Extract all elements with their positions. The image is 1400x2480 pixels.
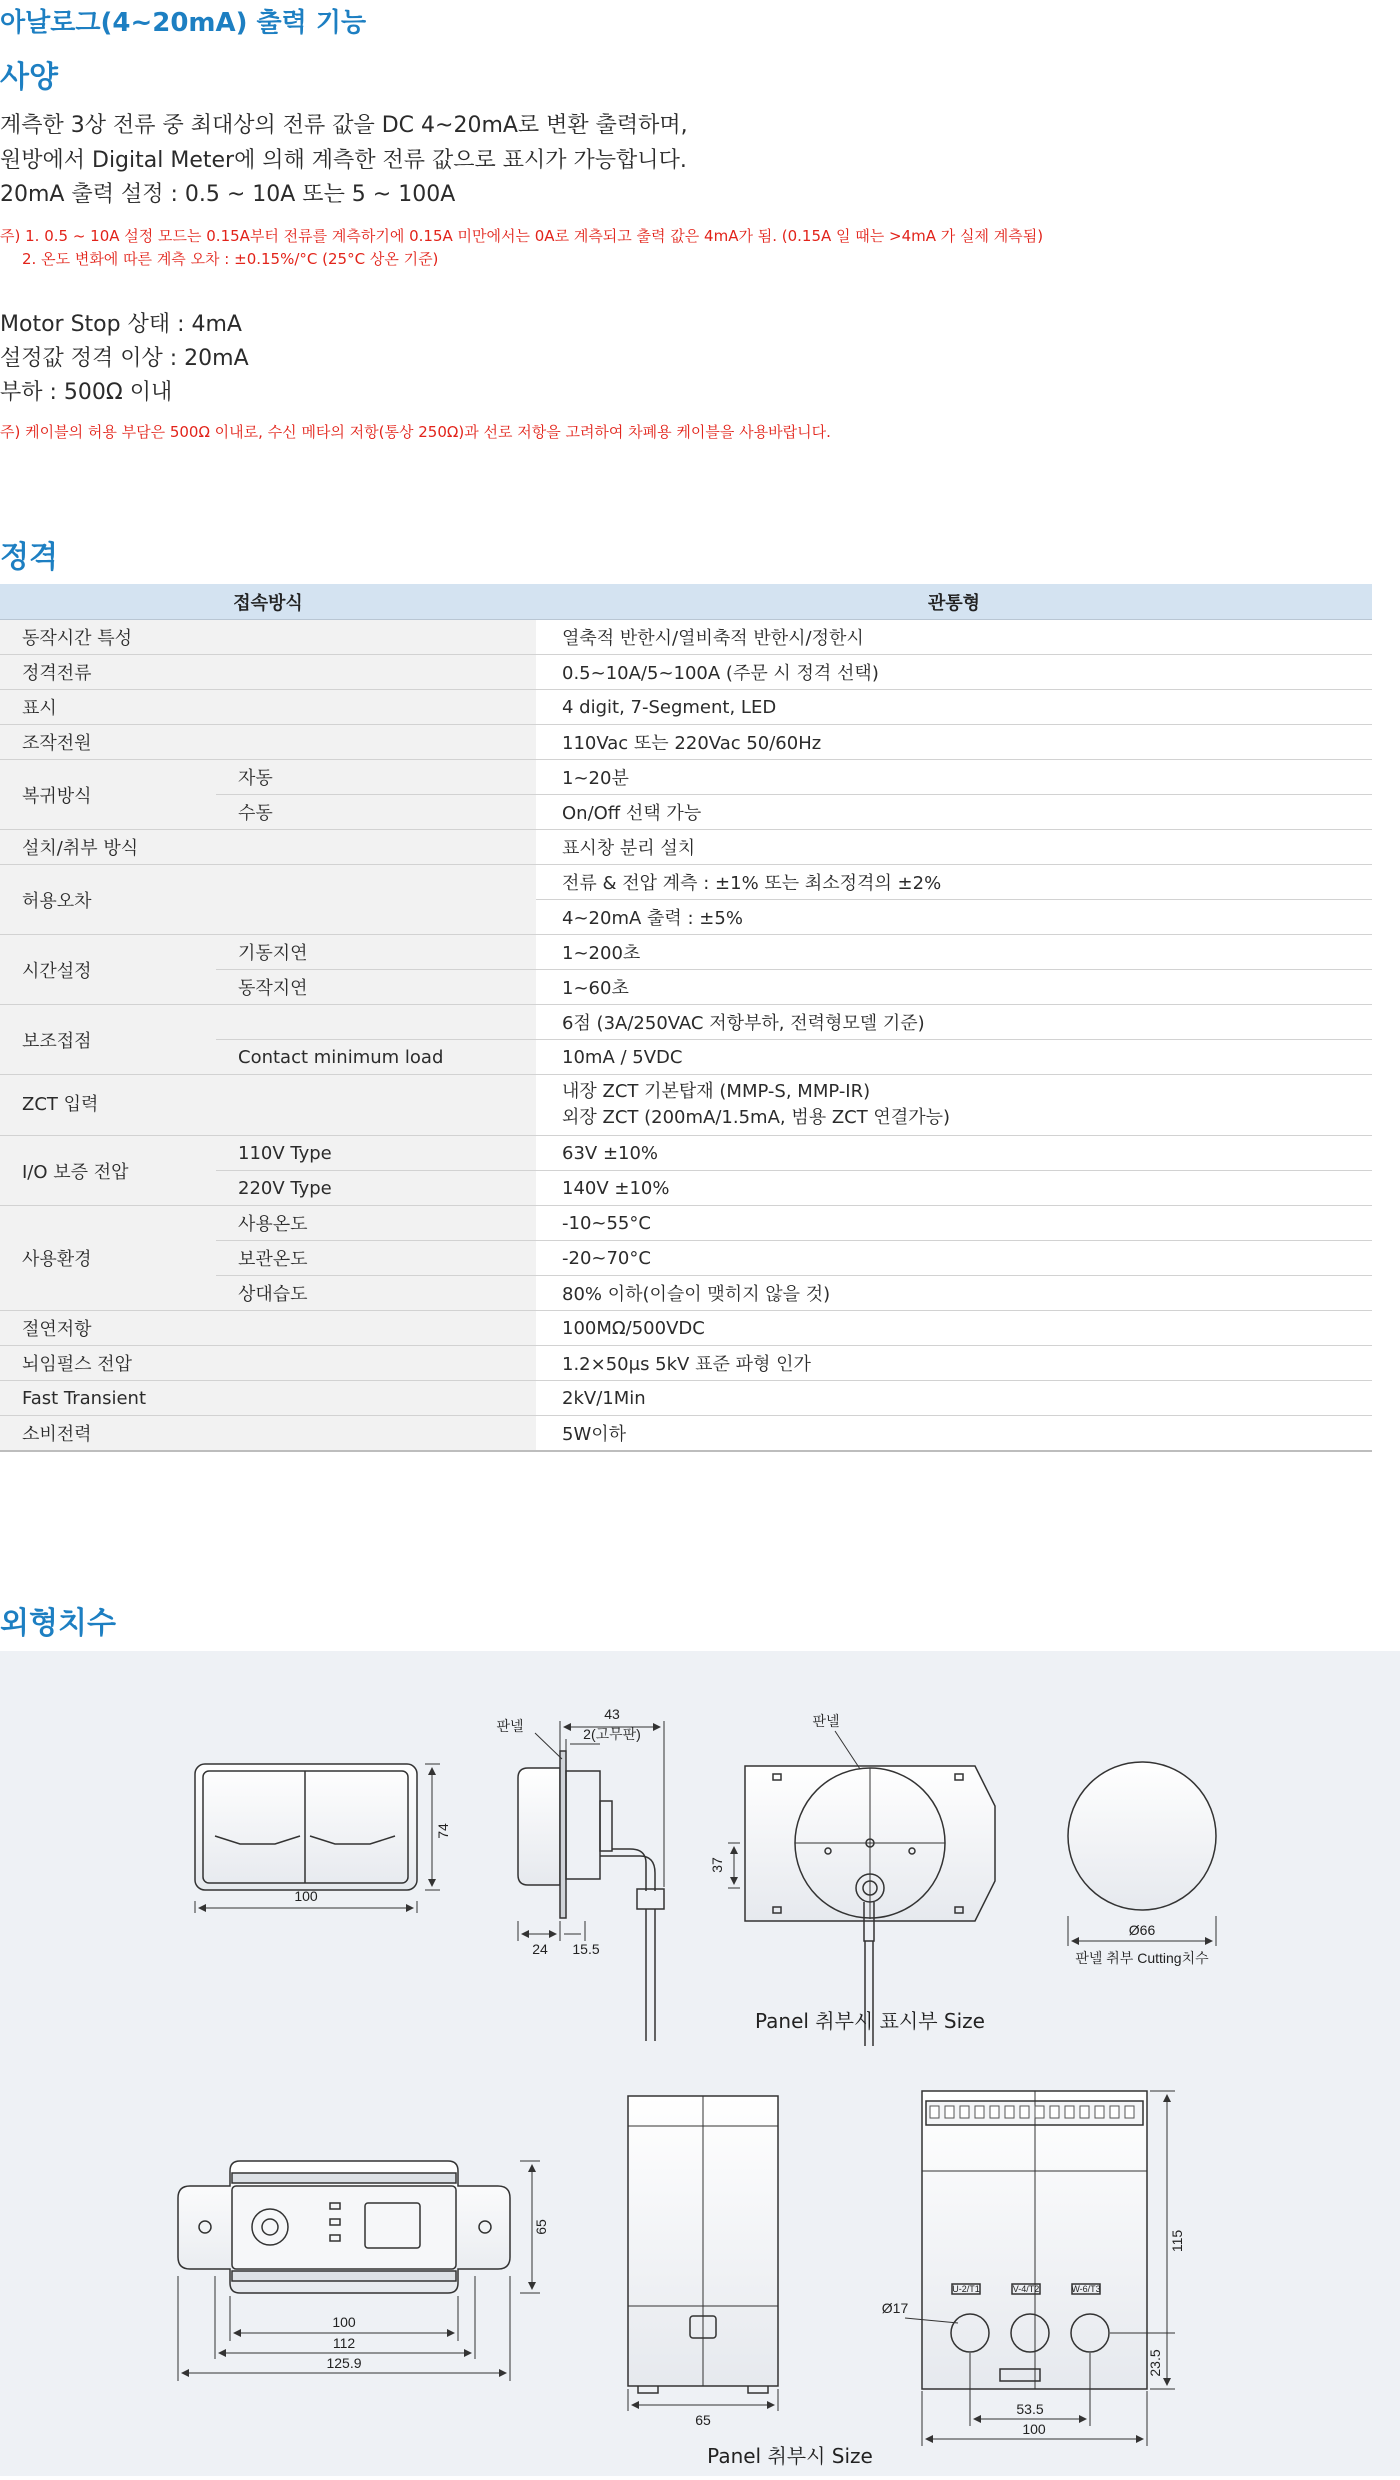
table-row <box>0 725 1372 760</box>
table-row <box>0 690 1372 725</box>
row-value: 110Vac 또는 220Vac 50/60Hz <box>536 725 1372 760</box>
table-row <box>0 1136 1372 1171</box>
row-sublabel: 110V Type <box>216 1136 536 1171</box>
dimension-drawing-area <box>0 1651 1400 2476</box>
panel-label-side: 판넬 <box>496 1718 524 1734</box>
table-row <box>0 620 1372 655</box>
spec-note-3: 주) 케이블의 허용 부담은 500Ω 이내로, 수신 메타의 저항(통상 250Ω)과 선로 저항을 고려하여 차폐용 케이블을 사용바랍니다. <box>0 423 831 441</box>
row-value: 2kV/1Min <box>536 1381 1372 1416</box>
row-value: 1~20분 <box>536 760 1372 795</box>
row-value-line-2: 외장 ZCT (200mA/1.5mA, 범용 ZCT 연결가능) <box>562 1107 951 1128</box>
row-value: 표시창 분리 설치 <box>536 830 1372 865</box>
display-rear-view <box>728 1731 995 2046</box>
dim-15-5: 15.5 <box>572 1941 600 1957</box>
row-value: 0.5~10A/5~100A (주문 시 정격 선택) <box>536 655 1372 690</box>
table-header-row <box>0 584 1372 620</box>
table-header-connection: 접속방식 <box>0 584 536 620</box>
dim-2-rubber: 2(고무판) <box>583 1726 641 1742</box>
row-label: 정격전류 <box>0 655 536 690</box>
row-value: 1~200초 <box>536 935 1372 970</box>
dim-23-5: 23.5 <box>1147 2349 1163 2377</box>
row-label: Fast Transient <box>0 1381 536 1416</box>
main-unit-front-view <box>905 2091 1175 2446</box>
dim-115: 115 <box>1169 2229 1185 2253</box>
spec-line-1: 계측한 3상 전류 중 최대상의 전류 값을 DC 4~20mA로 변환 출력하며, <box>0 113 688 138</box>
row-value: 열축적 반한시/열비축적 반한시/정한시 <box>536 620 1372 655</box>
row-label: 소비전력 <box>0 1416 536 1452</box>
table-row <box>0 1206 1372 1241</box>
spec-line-3: 20mA 출력 설정 : 0.5 ~ 10A 또는 5 ~ 100A <box>0 182 456 207</box>
row-value: On/Off 선택 가능 <box>536 795 1372 830</box>
dim-74: 74 <box>435 1823 451 1839</box>
row-sublabel: 동작지연 <box>216 970 536 1005</box>
dim-53-5: 53.5 <box>1016 2401 1044 2417</box>
spec-heading: 사양 <box>0 60 58 95</box>
row-value-line-1: 내장 ZCT 기본탑재 (MMP-S, MMP-IR) <box>562 1081 871 1102</box>
row-value: 10mA / 5VDC <box>536 1040 1372 1075</box>
row-sublabel: 사용온도 <box>216 1206 536 1241</box>
table-header-type: 관통형 <box>536 584 1372 620</box>
dim-17: Ø17 <box>881 2300 909 2316</box>
row-value <box>536 1075 1372 1136</box>
spec-line-6: 부하 : 500Ω 이내 <box>0 380 173 405</box>
panel-label-rear: 판넬 <box>812 1713 840 1729</box>
table-row <box>0 1005 1372 1040</box>
row-value: 6점 (3A/250VAC 저항부하, 전력형모델 기준) <box>536 1005 1372 1040</box>
table-row <box>0 830 1372 865</box>
row-label: 사용환경 <box>0 1206 216 1311</box>
spec-line-5: 설정값 정격 이상 : 20mA <box>0 346 249 371</box>
spec-note-2: 2. 온도 변화에 따른 계측 오차 : ±0.15%/°C (25°C 상온 기준) <box>22 250 439 268</box>
dimension-heading: 외형치수 <box>0 1606 116 1641</box>
row-sublabel: 220V Type <box>216 1171 536 1206</box>
row-sublabel: 기동지연 <box>216 935 536 970</box>
row-label: ZCT 입력 <box>0 1075 536 1136</box>
row-value: 1.2×50μs 5kV 표준 파형 인가 <box>536 1346 1372 1381</box>
dim-65-left: 65 <box>533 2219 549 2235</box>
row-value: 4 digit, 7-Segment, LED <box>536 690 1372 725</box>
table-row <box>0 1075 1372 1136</box>
row-label: 조작전원 <box>0 725 536 760</box>
row-value: 전류 & 전압 계측 : ±1% 또는 최소정격의 ±2% <box>536 865 1372 900</box>
row-sublabel: 상대습도 <box>216 1276 536 1311</box>
row-label: 복귀방식 <box>0 760 216 830</box>
row-sublabel <box>216 1005 536 1040</box>
cutting-label: 판넬 취부 Cutting치수 <box>1075 1950 1209 1966</box>
rating-heading: 정격 <box>0 540 58 575</box>
table-row <box>0 1381 1372 1416</box>
row-label: 뇌임펄스 전압 <box>0 1346 536 1381</box>
table-row <box>0 935 1372 970</box>
page-title: 아날로그(4~20mA) 출력 기능 <box>0 8 367 38</box>
terminal-t3: W-6/T3 <box>1071 2284 1101 2294</box>
table-row <box>0 760 1372 795</box>
table-row <box>0 1311 1372 1346</box>
panel-cutout-view <box>1068 1762 1216 1946</box>
dim-125-9: 125.9 <box>326 2355 362 2371</box>
dim-37: 37 <box>709 1857 725 1873</box>
row-value: 63V ±10% <box>536 1136 1372 1171</box>
display-side-view <box>518 1721 664 2041</box>
row-label: 보조접점 <box>0 1005 216 1075</box>
row-label: 동작시간 특성 <box>0 620 536 655</box>
row-value: 1~60초 <box>536 970 1372 1005</box>
table-row <box>0 865 1372 900</box>
dim-24: 24 <box>532 1941 548 1957</box>
row-value: -10~55°C <box>536 1206 1372 1241</box>
row-value: 80% 이하(이슬이 맺히지 않을 것) <box>536 1276 1372 1311</box>
dim-43: 43 <box>604 1706 620 1722</box>
row-label: 허용오차 <box>0 865 536 935</box>
dim-100-top: 100 <box>294 1888 318 1904</box>
row-label: 절연저항 <box>0 1311 536 1346</box>
row-sublabel: 자동 <box>216 760 536 795</box>
rating-table <box>0 584 1372 1452</box>
dimension-drawings <box>0 1651 1400 2476</box>
row-label: 표시 <box>0 690 536 725</box>
table-row <box>0 1416 1372 1452</box>
row-value: -20~70°C <box>536 1241 1372 1276</box>
row-sublabel: 보관온도 <box>216 1241 536 1276</box>
dim-100-right: 100 <box>1022 2421 1046 2437</box>
dim-66: Ø66 <box>1128 1922 1156 1938</box>
row-label: 설치/취부 방식 <box>0 830 536 865</box>
table-row <box>0 655 1372 690</box>
caption-top: Panel 취부시 표시부 Size <box>754 2009 986 2033</box>
spec-note-1: 주) 1. 0.5 ~ 10A 설정 모드는 0.15A부터 전류를 계측하기에 0.15A 미만에서는 0A로 계측되고 출력 값은 4mA가 됨. (0.15A 일 때는 >4mA 가 실제 계측됨) <box>0 227 1044 245</box>
row-label: 시간설정 <box>0 935 216 1005</box>
row-value: 140V ±10% <box>536 1171 1372 1206</box>
dim-112: 112 <box>332 2335 356 2351</box>
terminal-t2: V-4/T2 <box>1012 2284 1040 2294</box>
spec-line-4: Motor Stop 상태 : 4mA <box>0 312 242 337</box>
table-row <box>0 1346 1372 1381</box>
terminal-t1: U-2/T1 <box>952 2284 980 2294</box>
caption-bottom-text: Panel 취부시 Size <box>707 2444 873 2468</box>
row-sublabel: 수동 <box>216 795 536 830</box>
row-value: 100MΩ/500VDC <box>536 1311 1372 1346</box>
dim-65-mid: 65 <box>695 2412 711 2428</box>
row-sublabel: Contact minimum load <box>216 1040 536 1075</box>
dim-100-bottom: 100 <box>332 2314 356 2330</box>
row-label: I/O 보증 전압 <box>0 1136 216 1206</box>
main-unit-top-view <box>178 2161 540 2381</box>
main-unit-side-view <box>628 2096 778 2411</box>
row-value: 5W이하 <box>536 1416 1372 1452</box>
row-value: 4~20mA 출력 : ±5% <box>536 900 1372 935</box>
spec-line-2: 원방에서 Digital Meter에 의해 계측한 전류 값으로 표시가 가능합니다. <box>0 148 687 173</box>
